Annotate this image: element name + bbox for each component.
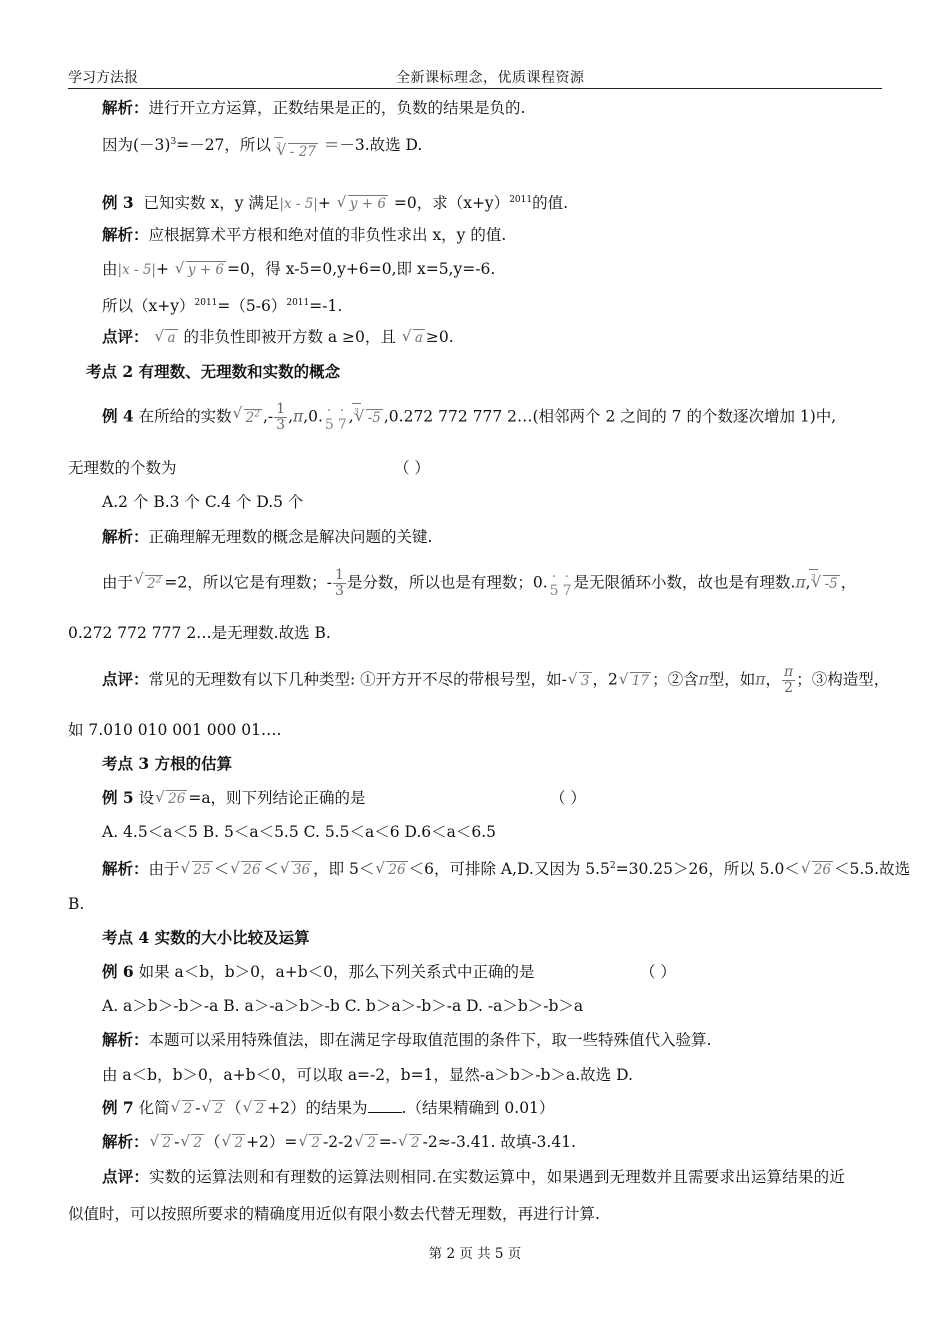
solution-line: 由|x - 5|+ √ y + 6 =0，得 x-5=0,y+6=0,即 x=5,y=-6. [102, 257, 495, 282]
choices: A. 4.5＜a＜5 B. 5＜a＜5.5 C. 5.5＜a＜6 D.6＜a＜6.5 [102, 823, 497, 841]
cube-root-line: 因为$(-3)^3=-27$，所以 √ 3 - 27 ＝－3.故选 D. [102, 130, 422, 157]
label: 解析： [102, 98, 149, 117]
header-left: 学习方法报 [68, 70, 138, 86]
analysis-line: 解析：进行开立方运算，正数结果是正的，负数的结果是负的. [102, 98, 526, 117]
example-label: 例 3 [102, 193, 134, 213]
analysis-line: 解析：正确理解无理数的概念是解决问题的关键. [102, 527, 433, 546]
square-root-radical: √ $2^2$ [233, 406, 262, 426]
absolute-value: |x - 5| [117, 262, 156, 278]
page-header [68, 66, 882, 89]
square-root-radical: √ 3 [568, 672, 592, 689]
analysis-line: 解析：√ 2 -√ 2 （√ 2 +2）=√ 2 -2-2√ 2 =-√ 2 -2≈-3.41. 故填-3.41. [102, 1130, 576, 1154]
fraction: $\frac{\pi}{2}$ [783, 664, 794, 696]
example-4: 例 4 在所给的实数√ $2^2$ ,- $\frac{1}{3}$ ,π,0. 5 · 7 · , √ 3 -5 ,0.272 772 777 2…(相邻两个 2 之间的 7 的个数逐次增加 1)中, [102, 402, 836, 433]
square-root-radical: √ a [154, 329, 177, 346]
square-root-radical: √ 2 [171, 1100, 195, 1117]
square-root-radical: √ 36 [280, 861, 312, 878]
header-center: 全新课标理念，优质课程资源 [396, 70, 585, 86]
square-root-radical: √ 2 [398, 1134, 422, 1151]
square-root-radical: √ 26 [155, 790, 187, 807]
answer-blank [368, 1098, 402, 1113]
square-root-radical: √ 2 [201, 1100, 225, 1117]
section-heading: 考点 3 方根的估算 [102, 754, 233, 773]
repeating-digit: 7 · [338, 413, 347, 437]
absolute-value: |x - 5| [279, 196, 318, 213]
analysis-line: 解析：应根据算术平方根和绝对值的非负性求出 x，y 的值. [102, 225, 507, 244]
square-root-radical: √ 2 [354, 1134, 378, 1151]
square-root-radical: √ 2 [150, 1134, 174, 1151]
example-7: 例 7 化简√ 2 -√ 2 （√ 2 +2）的结果为 .（结果精确到 0.01） [102, 1096, 554, 1120]
section-heading: 考点 2 有理数、无理数和实数的概念 [86, 362, 341, 381]
choices: A. a＞b＞-b＞-a B. a＞-a＞b＞-b C. b＞a＞-b＞-a D. -a＞b＞-b＞a [102, 997, 584, 1015]
square-root-radical: √ 26 [230, 861, 262, 878]
solution-line: 由于√ $2^2 =2$，所以它是有理数；- $\frac{1}{3}$ 是分数，所以也是有理数；0. 5 · 7 · 是无限循环小数，故也是有理数.π, √ 3 -5 ， [102, 568, 856, 599]
answer-parens: （ ） [640, 963, 676, 981]
comment-line: 点评： √ a 的非负性即被开方数 a ≥0，且 √ a ≥0. [102, 325, 454, 349]
square-root-radical: √ 2 [221, 1134, 245, 1151]
square-root-radical: √ 25 [181, 861, 213, 878]
solution-line: 所以$(x+y)^{2011}=(5-6)^{2011}=-1$. [102, 297, 343, 316]
question-line: 无理数的个数为 （ ） [68, 456, 177, 480]
comment-line: 似值时，可以按照所要求的精确度用近似有限小数去代替无理数，再进行计算. [68, 1205, 600, 1223]
comment-line: 如 7.010 010 001 000 01…. [68, 721, 282, 739]
square-root-radical: √ 2 [243, 1100, 267, 1117]
solution-line: B. [68, 895, 85, 913]
solution-line: 0.272 772 777 2…是无理数.故选 B. [68, 624, 331, 642]
section-heading: 考点 4 实数的大小比较及运算 [102, 928, 310, 947]
example-5: 例 5 设√ 26 =a，则下列结论正确的是 （ ） [102, 786, 366, 810]
analysis-line: 解析：本题可以采用特殊值法，即在满足字母取值范围的条件下，取一些特殊值代入验算. [102, 1030, 712, 1049]
fraction: $\frac{1}{3}$ [334, 567, 344, 599]
square-root-radical: √ 2 [180, 1134, 204, 1151]
square-root-radical: √ $2^2$ [134, 572, 163, 592]
example-6: 例 6 如果 a＜b，b＞0，a+b＜0，那么下列关系式中正确的是 （ ） [102, 960, 535, 984]
fraction: $\frac{1}{3}$ [276, 401, 286, 433]
example-3: 例 3 已知实数 x，y 满足|x - 5|+ √ y + 6 =0，求$(x+y)^{2011}$的值. [102, 188, 568, 216]
solution-line: 由 a＜b，b＞0，a+b＜0，可以取 a=-2，b=1，显然-a＞b＞-b＞a.故选 D. [102, 1066, 633, 1084]
cube-root-radical: √ 3 -5 [355, 409, 383, 426]
cube-root-radical: √ 3 - 27 [277, 143, 318, 160]
answer-parens: （ ） [550, 789, 586, 807]
comment-line: 点评：实数的运算法则和有理数的运算法则相同.在实数运算中，如果遇到无理数并且需要求出运算结果的近 [102, 1167, 846, 1186]
cube-root-radical: √ 3 -5 [812, 575, 840, 592]
square-root-radical: √ 17 [619, 672, 651, 689]
answer-parens: （ ） [394, 459, 430, 477]
square-root-radical: √ 26 [375, 861, 407, 878]
square-root-radical: √ a [402, 329, 425, 346]
analysis-line: 解析：由于√ 25 ＜√ 26 ＜√ 36 ，即 5＜√ 26 ＜6，可排除 A,D.又因为 $5.5^2=30.25>26$，所以 5.0＜√ 26 ＜5.5.故选 [102, 854, 910, 881]
square-root-radical: √ 26 [801, 861, 833, 878]
choices: A.2 个 B.3 个 C.4 个 D.5 个 [102, 493, 304, 511]
square-root-radical: √ 2 [298, 1134, 322, 1151]
comment-line: 点评：常见的无理数有以下几种类型: ①开方开不尽的带根号型，如-√ 3 ，2√ 17 ；②含π型，如π， $\frac{\pi}{2}$ ；③构造型， [102, 665, 889, 696]
page-footer: 第 2 页 共 5 页 [428, 1246, 522, 1262]
square-root-radical: √ y + 6 [175, 261, 226, 278]
repeating-digit: 5 · [325, 413, 334, 437]
square-root-radical: √ y + 6 [337, 195, 388, 212]
